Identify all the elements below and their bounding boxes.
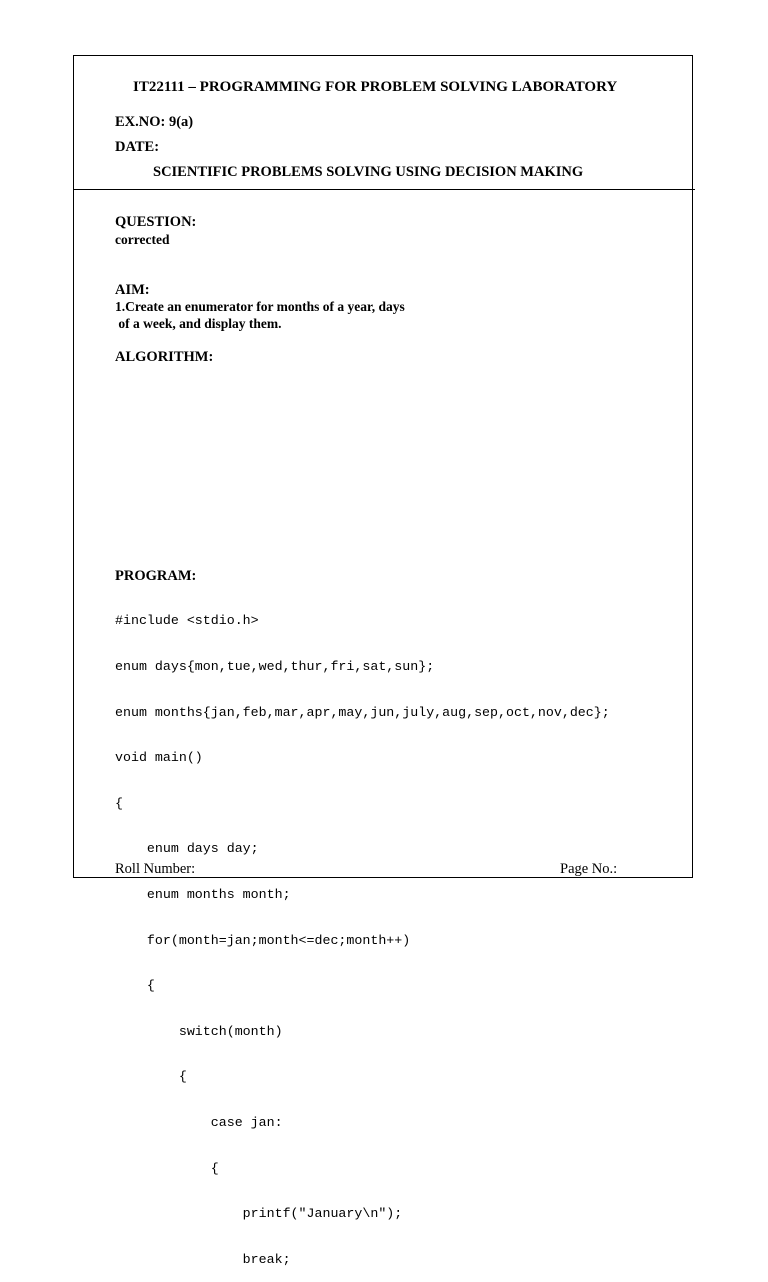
- aim-line-1: 1.Create an enumerator for months of a year, days: [115, 299, 405, 314]
- roll-number-label: Roll Number:: [115, 861, 196, 877]
- code-line: {: [115, 795, 123, 811]
- date-label: DATE:: [115, 139, 160, 155]
- page-number-label: Page No.:: [560, 861, 618, 877]
- code-line: for(month=jan;month<=dec;month++): [115, 932, 411, 948]
- code-line: void main(): [115, 750, 203, 766]
- code-line: case jan:: [115, 1114, 283, 1130]
- algorithm-heading: ALGORITHM:: [115, 349, 214, 365]
- question-heading: QUESTION:: [115, 214, 197, 230]
- exercise-number: EX.NO: 9(a): [115, 114, 194, 130]
- aim-heading: AIM:: [115, 282, 150, 298]
- code-line: {: [115, 1160, 219, 1176]
- code-line: enum days{mon,tue,wed,thur,fri,sat,sun};: [115, 659, 435, 674]
- code-line: break;: [115, 1251, 291, 1267]
- code-line: {: [115, 1069, 187, 1085]
- code-line: #include <stdio.h>: [115, 613, 259, 629]
- lab-title: IT22111 – PROGRAMMING FOR PROBLEM SOLVING LABORATORY: [133, 79, 618, 95]
- code-line: {: [115, 978, 155, 994]
- question-text: corrected: [115, 232, 170, 247]
- header-divider: [73, 189, 695, 190]
- code-line: printf("January\n");: [115, 1206, 403, 1222]
- code-line: enum months month;: [115, 886, 291, 902]
- topic-title: SCIENTIFIC PROBLEMS SOLVING USING DECISION MAKING: [153, 164, 584, 180]
- code-line: enum days day;: [115, 841, 259, 857]
- program-heading: PROGRAM:: [115, 568, 197, 584]
- program-code: [115, 583, 610, 1282]
- code-line: enum months{jan,feb,mar,apr,may,jun,july,aug,sep,oct,nov,dec};: [115, 704, 610, 720]
- aim-line-2: of a week, and display them.: [115, 316, 282, 331]
- code-line: switch(month): [115, 1023, 283, 1039]
